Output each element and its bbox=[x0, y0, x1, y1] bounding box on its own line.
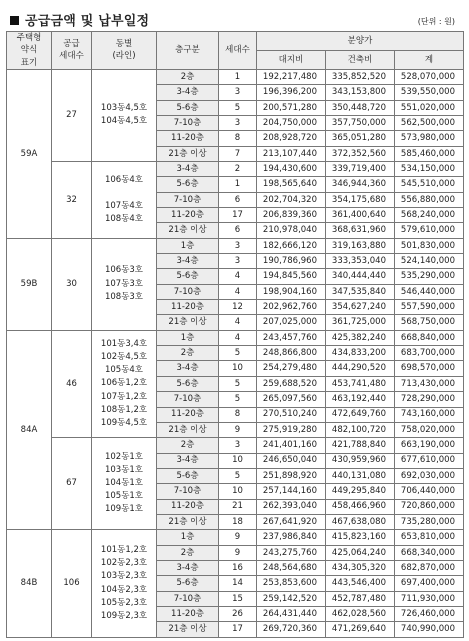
households-cell: 8 bbox=[219, 407, 257, 422]
unit-label: (단위 : 원) bbox=[417, 17, 455, 26]
land-cell: 259,142,520 bbox=[257, 591, 326, 606]
total-cell: 579,610,000 bbox=[395, 223, 464, 238]
land-cell: 264,431,440 bbox=[257, 606, 326, 621]
floor-cell: 11-20층 bbox=[157, 606, 219, 621]
section-title-text: 공급금액 및 납부일정 bbox=[25, 14, 150, 29]
floor-cell: 3-4층 bbox=[157, 254, 219, 269]
building-cell: 415,823,160 bbox=[326, 530, 395, 545]
building-cell: 319,163,880 bbox=[326, 238, 395, 253]
total-cell: 698,570,000 bbox=[395, 361, 464, 376]
floor-cell: 11-20층 bbox=[157, 131, 219, 146]
households-cell: 17 bbox=[219, 208, 257, 223]
floor-cell: 5-6층 bbox=[157, 376, 219, 391]
households-cell: 5 bbox=[219, 376, 257, 391]
building-cell: 354,627,240 bbox=[326, 300, 395, 315]
building-cell: 350,448,720 bbox=[326, 100, 395, 115]
total-cell: 556,880,000 bbox=[395, 192, 464, 207]
floor-cell: 5-6층 bbox=[157, 100, 219, 115]
total-cell: 568,750,000 bbox=[395, 315, 464, 330]
land-cell: 208,928,720 bbox=[257, 131, 326, 146]
total-cell: 568,240,000 bbox=[395, 208, 464, 223]
total-cell: 713,430,000 bbox=[395, 376, 464, 391]
building-cell: 472,649,760 bbox=[326, 407, 395, 422]
building-cell: 365,051,280 bbox=[326, 131, 395, 146]
floor-cell: 7-10층 bbox=[157, 192, 219, 207]
total-cell: 653,810,000 bbox=[395, 530, 464, 545]
building-cell: 425,064,240 bbox=[326, 545, 395, 560]
header-price: 분양가 bbox=[257, 32, 464, 51]
building-cell: 335,852,520 bbox=[326, 69, 395, 84]
total-cell: 743,160,000 bbox=[395, 407, 464, 422]
households-cell: 3 bbox=[219, 238, 257, 253]
building-cell: 440,131,080 bbox=[326, 468, 395, 483]
dong-cell: 103동4,5호 104동4,5호 bbox=[92, 69, 157, 161]
floor-cell: 5-6층 bbox=[157, 576, 219, 591]
total-cell: 683,700,000 bbox=[395, 346, 464, 361]
land-cell: 190,786,960 bbox=[257, 254, 326, 269]
land-cell: 210,978,040 bbox=[257, 223, 326, 238]
land-cell: 241,401,160 bbox=[257, 438, 326, 453]
households-cell: 1 bbox=[219, 177, 257, 192]
households-cell: 3 bbox=[219, 85, 257, 100]
total-cell: 720,860,000 bbox=[395, 499, 464, 514]
households-cell: 2 bbox=[219, 162, 257, 177]
table-row bbox=[7, 438, 464, 453]
floor-cell: 7-10층 bbox=[157, 591, 219, 606]
building-cell: 444,290,520 bbox=[326, 361, 395, 376]
building-cell: 453,741,480 bbox=[326, 376, 395, 391]
total-cell: 735,280,000 bbox=[395, 514, 464, 529]
building-cell: 357,750,000 bbox=[326, 115, 395, 130]
land-cell: 202,962,760 bbox=[257, 300, 326, 315]
land-cell: 265,097,560 bbox=[257, 392, 326, 407]
building-cell: 434,305,320 bbox=[326, 560, 395, 575]
land-cell: 202,704,320 bbox=[257, 192, 326, 207]
total-cell: 728,290,000 bbox=[395, 392, 464, 407]
floor-cell: 5-6층 bbox=[157, 269, 219, 284]
building-cell: 462,028,560 bbox=[326, 606, 395, 621]
land-cell: 257,144,160 bbox=[257, 484, 326, 499]
households-cell: 15 bbox=[219, 591, 257, 606]
households-cell: 10 bbox=[219, 361, 257, 376]
households-cell: 21 bbox=[219, 499, 257, 514]
floor-cell: 7-10층 bbox=[157, 484, 219, 499]
households-cell: 10 bbox=[219, 453, 257, 468]
total-cell: 740,990,000 bbox=[395, 622, 464, 638]
total-cell: 562,500,000 bbox=[395, 115, 464, 130]
header-building: 건축비 bbox=[326, 50, 395, 69]
households-cell: 4 bbox=[219, 284, 257, 299]
households-cell: 5 bbox=[219, 468, 257, 483]
total-cell: 535,290,000 bbox=[395, 269, 464, 284]
floor-cell: 5-6층 bbox=[157, 468, 219, 483]
type-cell: 84A bbox=[7, 330, 52, 529]
households-cell: 5 bbox=[219, 392, 257, 407]
type-cell: 59B bbox=[7, 238, 52, 330]
supply-cell: 32 bbox=[52, 162, 92, 239]
households-cell: 6 bbox=[219, 223, 257, 238]
land-cell: 259,688,520 bbox=[257, 376, 326, 391]
land-cell: 275,919,280 bbox=[257, 422, 326, 437]
total-cell: 546,440,000 bbox=[395, 284, 464, 299]
supply-cell: 30 bbox=[52, 238, 92, 330]
land-cell: 248,866,800 bbox=[257, 346, 326, 361]
supply-cell: 46 bbox=[52, 330, 92, 437]
floor-cell: 3-4층 bbox=[157, 85, 219, 100]
floor-cell: 2층 bbox=[157, 69, 219, 84]
price-table bbox=[6, 31, 464, 638]
total-cell: 663,190,000 bbox=[395, 438, 464, 453]
total-cell: 668,840,000 bbox=[395, 330, 464, 345]
table-row bbox=[7, 238, 464, 253]
land-cell: 243,275,760 bbox=[257, 545, 326, 560]
dong-cell: 106동3호 107동3호 108동3호 bbox=[92, 238, 157, 330]
land-cell: 269,720,360 bbox=[257, 622, 326, 638]
building-cell: 354,175,680 bbox=[326, 192, 395, 207]
land-cell: 213,107,440 bbox=[257, 146, 326, 161]
total-cell: 524,140,000 bbox=[395, 254, 464, 269]
total-cell: 692,030,000 bbox=[395, 468, 464, 483]
building-cell: 458,466,960 bbox=[326, 499, 395, 514]
land-cell: 251,898,920 bbox=[257, 468, 326, 483]
table-row bbox=[7, 162, 464, 177]
building-cell: 361,400,640 bbox=[326, 208, 395, 223]
table-row bbox=[7, 330, 464, 345]
floor-cell: 3-4층 bbox=[157, 560, 219, 575]
type-cell: 59A bbox=[7, 69, 52, 238]
land-cell: 248,564,680 bbox=[257, 560, 326, 575]
land-cell: 237,986,840 bbox=[257, 530, 326, 545]
land-cell: 194,845,560 bbox=[257, 269, 326, 284]
floor-cell: 21층 이상 bbox=[157, 315, 219, 330]
households-cell: 3 bbox=[219, 115, 257, 130]
section-header bbox=[6, 6, 463, 30]
households-cell: 4 bbox=[219, 269, 257, 284]
floor-cell: 1층 bbox=[157, 530, 219, 545]
building-cell: 421,788,840 bbox=[326, 438, 395, 453]
land-cell: 267,641,920 bbox=[257, 514, 326, 529]
land-cell: 270,510,240 bbox=[257, 407, 326, 422]
land-cell: 200,571,280 bbox=[257, 100, 326, 115]
households-cell: 1 bbox=[219, 69, 257, 84]
total-cell: 682,870,000 bbox=[395, 560, 464, 575]
building-cell: 425,382,240 bbox=[326, 330, 395, 345]
total-cell: 539,550,000 bbox=[395, 85, 464, 100]
total-cell: 706,440,000 bbox=[395, 484, 464, 499]
section-title bbox=[10, 10, 149, 29]
total-cell: 585,460,000 bbox=[395, 146, 464, 161]
floor-cell: 2층 bbox=[157, 438, 219, 453]
floor-cell: 11-20층 bbox=[157, 407, 219, 422]
land-cell: 253,853,600 bbox=[257, 576, 326, 591]
building-cell: 482,100,720 bbox=[326, 422, 395, 437]
floor-cell: 11-20층 bbox=[157, 300, 219, 315]
header-type: 주택형 약식 표기 bbox=[7, 32, 52, 70]
households-cell: 5 bbox=[219, 346, 257, 361]
land-cell: 192,217,480 bbox=[257, 69, 326, 84]
land-cell: 206,839,360 bbox=[257, 208, 326, 223]
households-cell: 9 bbox=[219, 422, 257, 437]
households-cell: 16 bbox=[219, 560, 257, 575]
price-table-container bbox=[6, 31, 463, 634]
header-dong: 동별 (라인) bbox=[92, 32, 157, 70]
households-cell: 17 bbox=[219, 622, 257, 638]
building-cell: 347,535,840 bbox=[326, 284, 395, 299]
households-cell: 7 bbox=[219, 146, 257, 161]
households-cell: 9 bbox=[219, 545, 257, 560]
households-cell: 6 bbox=[219, 192, 257, 207]
building-cell: 452,787,480 bbox=[326, 591, 395, 606]
table-row bbox=[7, 530, 464, 545]
households-cell: 26 bbox=[219, 606, 257, 621]
building-cell: 339,719,400 bbox=[326, 162, 395, 177]
dong-cell: 101동3,4호 102동4,5호 105동4호 106동1,2호 107동1,2호 108동1,2호 109동4,5호 bbox=[92, 330, 157, 437]
total-cell: 534,150,000 bbox=[395, 162, 464, 177]
total-cell: 758,020,000 bbox=[395, 422, 464, 437]
land-cell: 254,279,480 bbox=[257, 361, 326, 376]
land-cell: 194,430,600 bbox=[257, 162, 326, 177]
floor-cell: 21층 이상 bbox=[157, 514, 219, 529]
floor-cell: 2층 bbox=[157, 545, 219, 560]
land-cell: 246,650,040 bbox=[257, 453, 326, 468]
dong-cell: 106동4호 107동4호 108동4호 bbox=[92, 162, 157, 239]
land-cell: 198,565,640 bbox=[257, 177, 326, 192]
supply-cell: 27 bbox=[52, 69, 92, 161]
total-cell: 545,510,000 bbox=[395, 177, 464, 192]
total-cell: 697,400,000 bbox=[395, 576, 464, 591]
total-cell: 677,610,000 bbox=[395, 453, 464, 468]
building-cell: 434,833,200 bbox=[326, 346, 395, 361]
building-cell: 361,725,000 bbox=[326, 315, 395, 330]
floor-cell: 11-20층 bbox=[157, 499, 219, 514]
floor-cell: 21층 이상 bbox=[157, 622, 219, 638]
households-cell: 3 bbox=[219, 438, 257, 453]
households-cell: 4 bbox=[219, 330, 257, 345]
households-cell: 9 bbox=[219, 530, 257, 545]
households-cell: 8 bbox=[219, 131, 257, 146]
building-cell: 443,546,400 bbox=[326, 576, 395, 591]
floor-cell: 1층 bbox=[157, 330, 219, 345]
building-cell: 471,269,640 bbox=[326, 622, 395, 638]
floor-cell: 3-4층 bbox=[157, 162, 219, 177]
total-cell: 528,070,000 bbox=[395, 69, 464, 84]
floor-cell: 11-20층 bbox=[157, 208, 219, 223]
total-cell: 668,340,000 bbox=[395, 545, 464, 560]
total-cell: 551,020,000 bbox=[395, 100, 464, 115]
total-cell: 711,930,000 bbox=[395, 591, 464, 606]
land-cell: 262,393,040 bbox=[257, 499, 326, 514]
floor-cell: 21층 이상 bbox=[157, 146, 219, 161]
total-cell: 557,590,000 bbox=[395, 300, 464, 315]
floor-cell: 7-10층 bbox=[157, 115, 219, 130]
households-cell: 12 bbox=[219, 300, 257, 315]
floor-cell: 5-6층 bbox=[157, 177, 219, 192]
header-floor: 층구분 bbox=[157, 32, 219, 70]
land-cell: 243,457,760 bbox=[257, 330, 326, 345]
land-cell: 198,904,160 bbox=[257, 284, 326, 299]
households-cell: 14 bbox=[219, 576, 257, 591]
table-row bbox=[7, 69, 464, 84]
floor-cell: 2층 bbox=[157, 346, 219, 361]
supply-cell: 106 bbox=[52, 530, 92, 638]
supply-cell: 67 bbox=[52, 438, 92, 530]
building-cell: 467,638,080 bbox=[326, 514, 395, 529]
building-cell: 346,944,360 bbox=[326, 177, 395, 192]
header-total: 계 bbox=[395, 50, 464, 69]
header-land: 대지비 bbox=[257, 50, 326, 69]
households-cell: 3 bbox=[219, 254, 257, 269]
floor-cell: 3-4층 bbox=[157, 453, 219, 468]
households-cell: 5 bbox=[219, 100, 257, 115]
floor-cell: 21층 이상 bbox=[157, 223, 219, 238]
floor-cell: 7-10층 bbox=[157, 392, 219, 407]
header-households: 세대수 bbox=[219, 32, 257, 70]
land-cell: 182,666,120 bbox=[257, 238, 326, 253]
building-cell: 340,444,440 bbox=[326, 269, 395, 284]
households-cell: 4 bbox=[219, 315, 257, 330]
floor-cell: 21층 이상 bbox=[157, 422, 219, 437]
dong-cell: 101동1,2호 102동2,3호 103동2,3호 104동2,3호 105동2,3호 109동2,3호 bbox=[92, 530, 157, 638]
header-supply: 공급 세대수 bbox=[52, 32, 92, 70]
building-cell: 372,352,560 bbox=[326, 146, 395, 161]
building-cell: 449,295,840 bbox=[326, 484, 395, 499]
building-cell: 343,153,800 bbox=[326, 85, 395, 100]
land-cell: 207,025,000 bbox=[257, 315, 326, 330]
floor-cell: 7-10층 bbox=[157, 284, 219, 299]
floor-cell: 3-4층 bbox=[157, 361, 219, 376]
building-cell: 368,631,960 bbox=[326, 223, 395, 238]
households-cell: 18 bbox=[219, 514, 257, 529]
dong-cell: 102동1호 103동1호 104동1호 105동1호 109동1호 bbox=[92, 438, 157, 530]
square-bullet-icon bbox=[10, 16, 19, 25]
land-cell: 196,396,200 bbox=[257, 85, 326, 100]
households-cell: 10 bbox=[219, 484, 257, 499]
land-cell: 204,750,000 bbox=[257, 115, 326, 130]
building-cell: 463,192,440 bbox=[326, 392, 395, 407]
table-body bbox=[7, 69, 464, 637]
floor-cell: 1층 bbox=[157, 238, 219, 253]
building-cell: 333,353,040 bbox=[326, 254, 395, 269]
total-cell: 501,830,000 bbox=[395, 238, 464, 253]
type-cell: 84B bbox=[7, 530, 52, 638]
building-cell: 430,959,960 bbox=[326, 453, 395, 468]
total-cell: 726,460,000 bbox=[395, 606, 464, 621]
total-cell: 573,980,000 bbox=[395, 131, 464, 146]
